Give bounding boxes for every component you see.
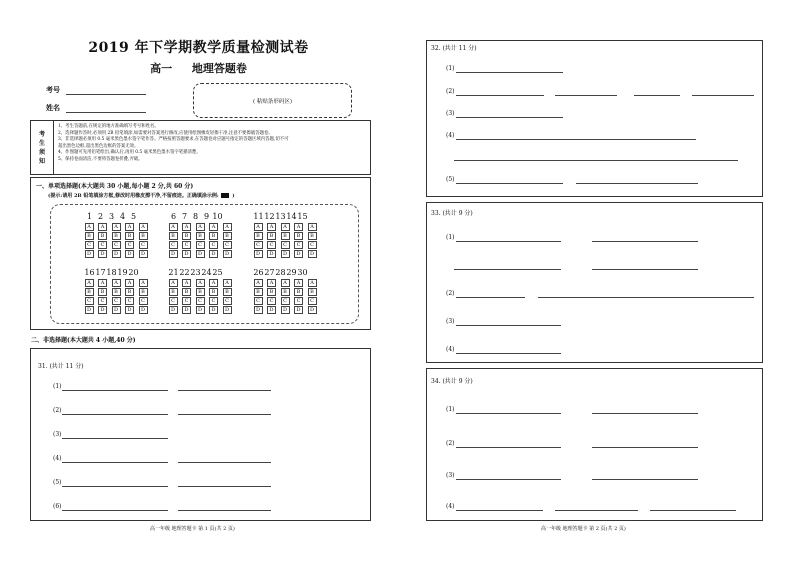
exam-no-label: 考号 (46, 85, 60, 94)
answer-bubble[interactable]: B (85, 232, 94, 240)
answer-bubble[interactable]: A (112, 279, 121, 287)
answer-bubble[interactable]: D (294, 250, 303, 258)
answer-bubble[interactable]: D (254, 306, 263, 314)
question-number: 9 (203, 212, 210, 221)
answer-bubble[interactable]: D (98, 250, 107, 258)
answer-line[interactable] (634, 95, 680, 96)
answer-bubble[interactable]: B (223, 288, 232, 296)
answer-bubble[interactable]: C (139, 297, 148, 305)
answer-line[interactable] (456, 183, 563, 184)
choice-group (168, 268, 236, 314)
answer-bubble[interactable]: A (98, 279, 107, 287)
question-number: 15 (297, 212, 308, 221)
question-number: 22 (179, 268, 190, 277)
answer-line[interactable] (650, 510, 736, 511)
answer-line[interactable] (456, 117, 563, 118)
answer-line[interactable] (456, 510, 543, 511)
answer-bubble[interactable]: C (85, 297, 94, 305)
answer-bubble[interactable]: D (267, 250, 276, 258)
answer-bubble[interactable]: D (223, 250, 232, 258)
answer-bubble[interactable]: C (308, 297, 317, 305)
part-label: (1) (446, 234, 455, 241)
answer-bubble[interactable]: A (223, 279, 232, 287)
notes-list (58, 124, 289, 163)
note-item: 1、考生答题前,在规定的地方准确填写考号和姓名。 (58, 124, 159, 129)
question-number: 17 (95, 268, 106, 277)
part-label: (2) (53, 407, 62, 414)
answer-bubble[interactable]: B (98, 288, 107, 296)
candidate-notes (30, 120, 371, 175)
question-number: 26 (253, 268, 264, 277)
part-label: (4) (446, 503, 455, 510)
answer-line[interactable] (62, 390, 168, 391)
exam-subtitle: 高一 地理答题卷 (150, 62, 247, 75)
answer-line[interactable] (592, 479, 698, 480)
answer-bubble[interactable]: C (182, 297, 191, 305)
answer-bubble[interactable]: C (254, 241, 263, 249)
answer-line[interactable] (456, 325, 561, 326)
answer-line[interactable] (178, 510, 271, 511)
answer-bubble[interactable]: A (281, 279, 290, 287)
answer-bubble[interactable]: A (182, 223, 191, 231)
answer-bubble[interactable]: D (308, 306, 317, 314)
question-number: 25 (212, 268, 223, 277)
answer-bubble[interactable]: B (209, 288, 218, 296)
part-label: (4) (53, 455, 62, 462)
answer-bubble[interactable]: B (85, 288, 94, 296)
answer-bubble[interactable]: D (294, 306, 303, 314)
answer-bubble[interactable]: D (209, 306, 218, 314)
answer-bubble[interactable]: A (308, 279, 317, 287)
part-label: (3) (446, 318, 455, 325)
answer-bubble[interactable]: B (98, 232, 107, 240)
answer-bubble[interactable]: A (267, 279, 276, 287)
answer-bubble[interactable]: D (85, 306, 94, 314)
answer-line[interactable] (592, 413, 698, 414)
section2-title: 二、非选择题(本大题共 4 小题,40 分) (31, 337, 136, 344)
answer-bubble[interactable]: A (308, 223, 317, 231)
answer-bubble[interactable]: C (294, 241, 303, 249)
answer-bubble[interactable]: C (223, 297, 232, 305)
answer-bubble[interactable]: C (112, 297, 121, 305)
answer-bubble[interactable]: C (209, 297, 218, 305)
answer-bubble[interactable]: C (125, 297, 134, 305)
question-number: 23 (190, 268, 201, 277)
answer-bubble[interactable]: C (196, 241, 205, 249)
answer-bubble[interactable]: B (308, 288, 317, 296)
answer-line[interactable] (178, 414, 271, 415)
question-number: 19 (117, 268, 128, 277)
note-item: 超出黑色边框,超出黑色边框的答案无效。 (58, 143, 139, 149)
answer-line[interactable] (62, 486, 168, 487)
answer-bubble[interactable]: B (125, 288, 134, 296)
answer-bubble[interactable]: C (294, 297, 303, 305)
answer-line[interactable] (456, 139, 696, 140)
part-label: (2) (446, 88, 455, 95)
answer-line[interactable] (592, 269, 698, 270)
answer-bubble[interactable]: C (169, 297, 178, 305)
answer-bubble[interactable]: C (139, 241, 148, 249)
part-label: (4) (446, 132, 455, 139)
part-label: (5) (53, 479, 62, 486)
answer-bubble[interactable]: A (209, 279, 218, 287)
exam-no-field[interactable] (66, 94, 146, 95)
note-item: 2、选择题作答时,必须用 2B 铅笔填涂,如需要对答案进行修改,应使用绘图橡皮轻擦干净,注意不要擦破答题卷。 (58, 130, 273, 136)
answer-bubble[interactable]: B (112, 232, 121, 240)
answer-bubble[interactable]: A (125, 279, 134, 287)
answer-bubble[interactable]: B (169, 288, 178, 296)
barcode-area (193, 83, 352, 118)
answer-bubble[interactable]: A (281, 223, 290, 231)
answer-line[interactable] (592, 447, 698, 448)
answer-bubble[interactable]: D (254, 250, 263, 258)
notes-side-label: 考 生 须 知 (31, 121, 54, 174)
part-label: (3) (446, 110, 455, 117)
question-number: 1 (86, 212, 93, 221)
answer-bubble[interactable]: C (209, 241, 218, 249)
answer-line[interactable] (178, 390, 271, 391)
answer-bubble[interactable]: B (182, 232, 191, 240)
part-label: (1) (446, 65, 455, 72)
answer-bubble[interactable]: D (85, 250, 94, 258)
choice-group (253, 212, 321, 258)
name-label: 姓名 (46, 103, 60, 112)
q34-box (426, 368, 763, 521)
footer-page-2: 高一年级 地理答题卡 第 2 页(共 2 页) (541, 526, 626, 532)
part-label: (2) (446, 440, 455, 447)
part-label: (3) (446, 472, 455, 479)
q31-title: 31. (共计 11 分) (38, 363, 84, 370)
answer-line[interactable] (456, 479, 561, 480)
answer-bubble[interactable]: A (139, 279, 148, 287)
question-number: 11 (253, 212, 264, 221)
question-number: 18 (106, 268, 117, 277)
answer-line[interactable] (555, 95, 617, 96)
answer-line[interactable] (454, 160, 738, 161)
answer-bubble[interactable]: A (196, 279, 205, 287)
answer-bubble[interactable]: D (182, 306, 191, 314)
answer-bubble[interactable]: B (196, 288, 205, 296)
answer-bubble[interactable]: D (139, 306, 148, 314)
answer-line[interactable] (62, 438, 168, 439)
answer-bubble[interactable]: D (112, 306, 121, 314)
answer-bubble[interactable]: B (223, 232, 232, 240)
answer-bubble[interactable]: C (308, 241, 317, 249)
answer-bubble[interactable]: A (169, 279, 178, 287)
answer-bubble[interactable]: B (182, 288, 191, 296)
answer-line[interactable] (456, 297, 525, 298)
answer-bubble[interactable]: C (267, 297, 276, 305)
q32-box (426, 40, 763, 197)
answer-bubble[interactable]: B (125, 232, 134, 240)
answer-bubble[interactable]: C (281, 297, 290, 305)
question-number: 14 (286, 212, 297, 221)
question-number: 10 (212, 212, 223, 221)
barcode-area-label: ( 粘贴条形码区) (252, 98, 293, 105)
answer-line[interactable] (178, 486, 271, 487)
question-number: 13 (275, 212, 286, 221)
question-number: 21 (168, 268, 179, 277)
name-field[interactable] (66, 112, 146, 113)
answer-bubble[interactable]: A (112, 223, 121, 231)
question-number: 5 (130, 212, 137, 221)
answer-bubble[interactable]: D (139, 250, 148, 258)
answer-bubble[interactable]: B (267, 232, 276, 240)
answer-line[interactable] (692, 95, 754, 96)
answer-bubble[interactable]: A (294, 279, 303, 287)
answer-bubble[interactable]: C (98, 297, 107, 305)
answer-bubble[interactable]: A (209, 223, 218, 231)
answer-bubble[interactable]: B (294, 232, 303, 240)
answer-bubble[interactable]: C (223, 241, 232, 249)
answer-bubble[interactable]: A (267, 223, 276, 231)
section1-title: 一、单项选择题(本大题共 30 小题,每小题 2 分,共 60 分) (36, 183, 194, 190)
answer-line[interactable] (456, 72, 563, 73)
answer-bubble[interactable]: B (196, 232, 205, 240)
answer-bubble[interactable]: D (209, 250, 218, 258)
part-label: (3) (53, 431, 62, 438)
choice-group (253, 268, 321, 314)
answer-bubble[interactable]: A (98, 223, 107, 231)
answer-bubble[interactable]: C (112, 241, 121, 249)
answer-bubble[interactable]: A (85, 279, 94, 287)
answer-bubble[interactable]: B (169, 232, 178, 240)
part-label: (5) (446, 176, 455, 183)
answer-line[interactable] (456, 95, 544, 96)
answer-line[interactable] (456, 447, 561, 448)
choice-group (84, 268, 152, 314)
answer-bubble[interactable]: A (182, 279, 191, 287)
answer-bubble[interactable]: A (125, 223, 134, 231)
answer-bubble[interactable]: D (281, 250, 290, 258)
part-label: (2) (446, 290, 455, 297)
answer-line[interactable] (456, 241, 561, 242)
question-number: 4 (119, 212, 126, 221)
answer-bubble[interactable]: D (98, 306, 107, 314)
question-number: 20 (128, 268, 139, 277)
answer-line[interactable] (456, 413, 561, 414)
answer-line[interactable] (62, 462, 168, 463)
answer-line[interactable] (62, 414, 168, 415)
answer-bubble[interactable]: A (139, 223, 148, 231)
answer-bubble[interactable]: D (182, 250, 191, 258)
answer-bubble[interactable]: B (308, 232, 317, 240)
question-number: 3 (108, 212, 115, 221)
answer-line[interactable] (456, 353, 561, 354)
answer-bubble[interactable]: D (267, 306, 276, 314)
answer-bubble[interactable]: C (85, 241, 94, 249)
answer-bubble[interactable]: D (125, 250, 134, 258)
q34-title: 34. (共计 9 分) (431, 378, 473, 385)
q31-box (30, 348, 371, 521)
answer-bubble[interactable]: D (112, 250, 121, 258)
footer-page-1: 高一年级 地理答题卡 第 1 页(共 2 页) (150, 526, 235, 532)
answer-bubble[interactable]: D (169, 250, 178, 258)
answer-bubble[interactable]: C (196, 297, 205, 305)
answer-bubble[interactable]: C (182, 241, 191, 249)
question-number: 8 (192, 212, 199, 221)
answer-bubble[interactable]: A (223, 223, 232, 231)
answer-bubble[interactable]: A (294, 223, 303, 231)
question-number: 16 (84, 268, 95, 277)
answer-bubble[interactable]: B (281, 232, 290, 240)
q33-title: 33. (共计 9 分) (431, 210, 473, 217)
question-number: 12 (264, 212, 275, 221)
answer-bubble[interactable]: D (196, 306, 205, 314)
answer-bubble[interactable]: B (209, 232, 218, 240)
answer-bubble[interactable]: C (254, 297, 263, 305)
choice-group (168, 212, 236, 258)
question-number: 6 (170, 212, 177, 221)
answer-bubble[interactable]: B (254, 232, 263, 240)
answer-bubble[interactable]: C (267, 241, 276, 249)
answer-line[interactable] (454, 269, 561, 270)
answer-bubble[interactable]: D (281, 306, 290, 314)
answer-bubble[interactable]: A (254, 223, 263, 231)
answer-bubble[interactable]: D (196, 250, 205, 258)
question-number: 27 (264, 268, 275, 277)
answer-line[interactable] (555, 510, 638, 511)
answer-bubble[interactable]: B (254, 288, 263, 296)
q33-box (426, 202, 763, 363)
part-label: (1) (446, 406, 455, 413)
answer-bubble[interactable]: D (308, 250, 317, 258)
answer-bubble[interactable]: B (281, 288, 290, 296)
part-label: (6) (53, 503, 62, 510)
answer-bubble[interactable]: A (254, 279, 263, 287)
answer-bubble[interactable]: D (125, 306, 134, 314)
answer-line[interactable] (62, 510, 168, 511)
answer-bubble[interactable]: A (196, 223, 205, 231)
note-item: 4、作图题可先用铅笔绘出,确认后,再用 0.5 毫米黑色墨水签字笔描清楚。 (58, 150, 201, 155)
answer-line[interactable] (538, 297, 754, 298)
answer-bubble[interactable]: B (112, 288, 121, 296)
choice-group (84, 212, 152, 258)
answer-bubble[interactable]: A (85, 223, 94, 231)
question-number: 2 (97, 212, 104, 221)
answer-bubble[interactable]: B (294, 288, 303, 296)
question-number: 7 (181, 212, 188, 221)
answer-bubble[interactable]: B (139, 288, 148, 296)
section1-hint: (提示:请用 2B 铅笔填涂方框,修改时用橡皮擦干净,不留痕迹。正确填涂示例: ) (48, 193, 235, 199)
q32-title: 32. (共计 11 分) (431, 45, 477, 52)
question-number: 28 (275, 268, 286, 277)
answer-line[interactable] (178, 462, 271, 463)
answer-bubble[interactable]: D (169, 306, 178, 314)
part-label: (1) (53, 383, 62, 390)
note-item: 5、保持卷面清洁,不要将答题卷折叠,弄破。 (58, 156, 143, 162)
note-item: 3、非选择题必须用 0.5 毫米黑色墨水签字笔作答。严格按照答题要求,在答题卷对应题号指定的答题区域内答题,切不可 (58, 137, 289, 142)
answer-bubble[interactable]: B (267, 288, 276, 296)
answer-line[interactable] (576, 183, 698, 184)
answer-bubble[interactable]: B (139, 232, 148, 240)
answer-bubble[interactable]: C (169, 241, 178, 249)
answer-bubble[interactable]: C (281, 241, 290, 249)
question-number: 29 (286, 268, 297, 277)
filled-example-mark (221, 193, 229, 198)
question-number: 24 (201, 268, 212, 277)
answer-bubble[interactable]: C (125, 241, 134, 249)
question-number: 30 (297, 268, 308, 277)
part-label: (4) (446, 346, 455, 353)
answer-line[interactable] (592, 241, 698, 242)
answer-bubble[interactable]: C (98, 241, 107, 249)
exam-title: 2019 年下学期教学质量检测试卷 (88, 40, 309, 56)
answer-bubble[interactable]: A (169, 223, 178, 231)
answer-bubble[interactable]: D (223, 306, 232, 314)
